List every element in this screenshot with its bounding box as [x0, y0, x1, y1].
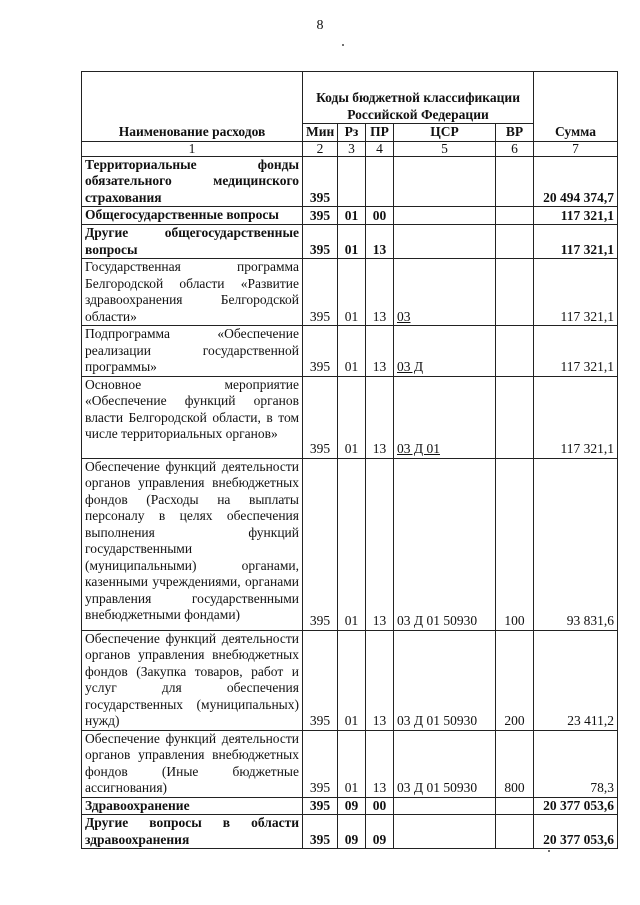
- row-rz: 01: [338, 259, 366, 326]
- row-rz: 09: [338, 797, 366, 815]
- row-vr: [496, 259, 534, 326]
- header-sum: Сумма: [534, 72, 618, 142]
- row-name: Другие вопросы в области здравоохранения: [82, 815, 303, 849]
- row-name: Территориальные фонды обязательного медицинского страхования: [82, 156, 303, 207]
- row-sum: 20 377 053,6: [534, 797, 618, 815]
- table-row: [82, 156, 618, 207]
- row-rz: [338, 156, 366, 207]
- row-min: 395: [303, 797, 338, 815]
- row-sum: 117 321,1: [534, 376, 618, 458]
- budget-expenditure-table: [81, 71, 618, 849]
- row-min: 395: [303, 458, 338, 630]
- page-number: 8: [316, 18, 324, 33]
- row-min: 395: [303, 376, 338, 458]
- row-vr: 800: [496, 730, 534, 797]
- row-pr: 00: [366, 207, 394, 225]
- header-pr: ПР: [366, 124, 394, 142]
- table-body: [82, 156, 618, 849]
- scan-speck: [342, 44, 344, 46]
- row-vr: 100: [496, 458, 534, 630]
- header-csr: ЦСР: [394, 124, 496, 142]
- row-min: 395: [303, 207, 338, 225]
- row-csr: 03 Д 01 50930: [394, 458, 496, 630]
- row-name: Государственная программа Белгородской области «Развитие здравоохранения Белгородской области»: [82, 259, 303, 326]
- row-pr: 13: [366, 326, 394, 377]
- table-row: [82, 815, 618, 849]
- row-name: Здравоохранение: [82, 797, 303, 815]
- row-vr: [496, 207, 534, 225]
- row-vr: [496, 815, 534, 849]
- row-rz: 09: [338, 815, 366, 849]
- row-sum: 117 321,1: [534, 326, 618, 377]
- table-row: [82, 259, 618, 326]
- row-csr: [394, 207, 496, 225]
- row-sum: 117 321,1: [534, 207, 618, 225]
- row-name: Основное мероприятие «Обеспечение функций органов власти Белгородской области, в том числе территориальных органов»: [82, 376, 303, 458]
- table-row: [82, 326, 618, 377]
- row-rz: 01: [338, 326, 366, 377]
- row-rz: 01: [338, 458, 366, 630]
- table-row: [82, 207, 618, 225]
- row-min: 395: [303, 815, 338, 849]
- row-vr: [496, 376, 534, 458]
- row-csr: [394, 156, 496, 207]
- row-csr: [394, 815, 496, 849]
- row-pr: 13: [366, 630, 394, 730]
- row-rz: 01: [338, 730, 366, 797]
- column-number: 7: [534, 141, 618, 156]
- row-pr: 13: [366, 730, 394, 797]
- row-pr: [366, 156, 394, 207]
- row-name: Обеспечение функций деятельности органов управления внебюджетных фондов (Иные бюджетные ассигнования): [82, 730, 303, 797]
- row-csr: 03: [394, 259, 496, 326]
- row-name: Общегосударственные вопросы: [82, 207, 303, 225]
- column-number: 6: [496, 141, 534, 156]
- row-pr: 00: [366, 797, 394, 815]
- header-name: Наименование расходов: [82, 72, 303, 142]
- row-sum: 117 321,1: [534, 225, 618, 259]
- header-rz: Рз: [338, 124, 366, 142]
- row-csr: 03 Д 01 50930: [394, 730, 496, 797]
- row-rz: 01: [338, 225, 366, 259]
- row-rz: 01: [338, 207, 366, 225]
- row-min: 395: [303, 259, 338, 326]
- header-codes: Коды бюджетной классификации Российской Федерации: [303, 72, 534, 124]
- row-csr: [394, 797, 496, 815]
- row-sum: 93 831,6: [534, 458, 618, 630]
- row-sum: 23 411,2: [534, 630, 618, 730]
- column-number: 5: [394, 141, 496, 156]
- row-sum: 117 321,1: [534, 259, 618, 326]
- column-number: 2: [303, 141, 338, 156]
- row-pr: 13: [366, 458, 394, 630]
- row-name: Обеспечение функций деятельности органов управления внебюджетных фондов (Закупка товаров, работ и услуг для обеспечения государственных (муниципальных) нужд): [82, 630, 303, 730]
- row-vr: [496, 797, 534, 815]
- header-min: Мин: [303, 124, 338, 142]
- row-min: 395: [303, 225, 338, 259]
- row-rz: 01: [338, 376, 366, 458]
- scan-speck: [548, 850, 550, 852]
- row-min: 395: [303, 630, 338, 730]
- row-name: Другие общегосударственные вопросы: [82, 225, 303, 259]
- row-min: 395: [303, 730, 338, 797]
- row-csr: [394, 225, 496, 259]
- table-row: [82, 458, 618, 630]
- table-row: [82, 797, 618, 815]
- row-vr: 200: [496, 630, 534, 730]
- row-name: Подпрограмма «Обеспечение реализации государственной программы»: [82, 326, 303, 377]
- row-vr: [496, 326, 534, 377]
- column-number: 3: [338, 141, 366, 156]
- column-number: 1: [82, 141, 303, 156]
- row-pr: 13: [366, 225, 394, 259]
- row-vr: [496, 156, 534, 207]
- table-row: [82, 730, 618, 797]
- row-csr: 03 Д 01 50930: [394, 630, 496, 730]
- row-pr: 13: [366, 376, 394, 458]
- row-sum: 20 377 053,6: [534, 815, 618, 849]
- table-row: [82, 225, 618, 259]
- row-vr: [496, 225, 534, 259]
- row-pr: 09: [366, 815, 394, 849]
- header-vr: ВР: [496, 124, 534, 142]
- column-number-row: [82, 141, 618, 156]
- header-row-top: [82, 72, 618, 124]
- table-row: [82, 376, 618, 458]
- row-csr: 03 Д 01: [394, 376, 496, 458]
- row-name: Обеспечение функций деятельности органов управления внебюджетных фондов (Расходы на выплаты персоналу в целях обеспечения выполнения функций государственными (муниципальными) органами, казенными учреждениями, органами управления государственными внебюджетными фондами): [82, 458, 303, 630]
- row-sum: 78,3: [534, 730, 618, 797]
- row-csr: 03 Д: [394, 326, 496, 377]
- column-number: 4: [366, 141, 394, 156]
- row-min: 395: [303, 156, 338, 207]
- table-row: [82, 630, 618, 730]
- row-min: 395: [303, 326, 338, 377]
- row-rz: 01: [338, 630, 366, 730]
- row-sum: 20 494 374,7: [534, 156, 618, 207]
- row-pr: 13: [366, 259, 394, 326]
